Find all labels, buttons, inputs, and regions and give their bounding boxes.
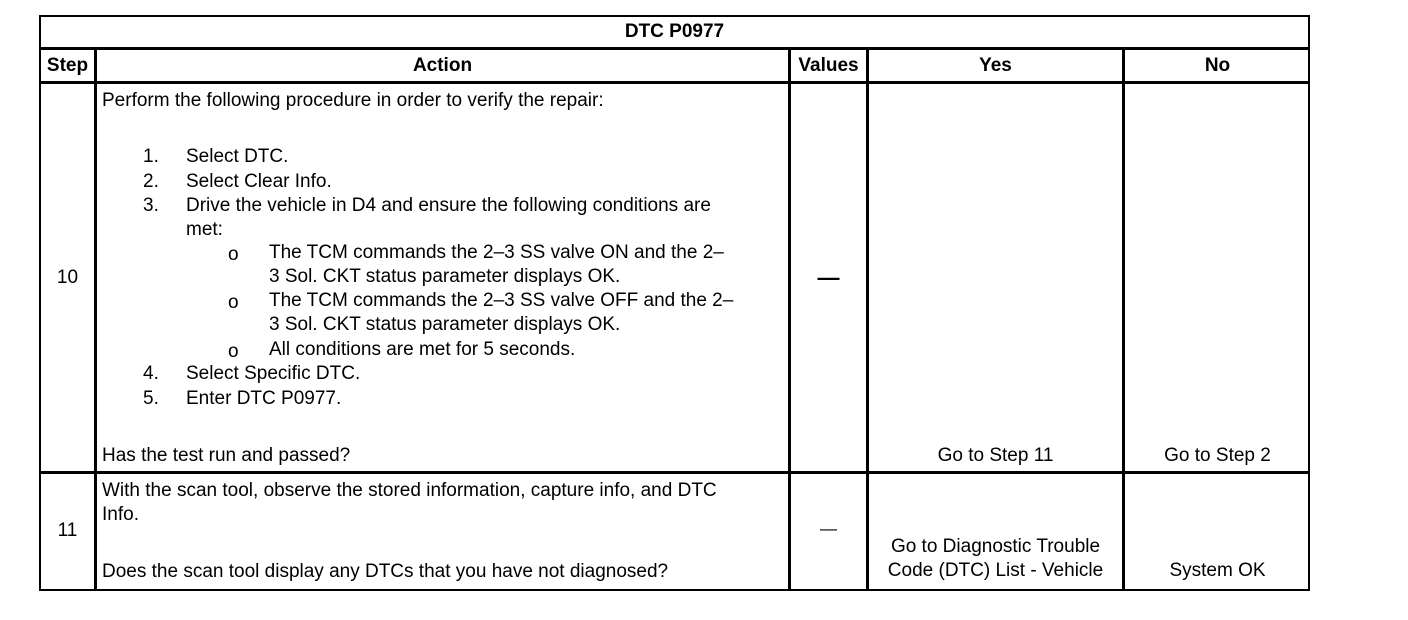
col-divider-values	[866, 47, 869, 591]
list-item-continuation: met:	[186, 219, 223, 240]
list-number: 5.	[143, 388, 159, 409]
action-text-continuation: Info.	[102, 504, 139, 525]
rule-between-rows	[39, 471, 1310, 474]
col-divider-yes	[1122, 47, 1125, 591]
sub-item: All conditions are met for 5 seconds.	[269, 339, 576, 360]
sub-item-continuation: 3 Sol. CKT status parameter displays OK.	[269, 314, 621, 335]
list-item: Drive the vehicle in D4 and ensure the following conditions are	[186, 195, 711, 216]
action-text: With the scan tool, observe the stored information, capture info, and DTC	[102, 480, 717, 501]
sub-item-continuation: 3 Sol. CKT status parameter displays OK.	[269, 266, 621, 287]
list-number: 2.	[143, 171, 159, 192]
list-item: Select Specific DTC.	[186, 363, 361, 384]
sub-item: The TCM commands the 2–3 SS valve ON and the 2–	[269, 242, 724, 263]
step-number: 10	[56, 267, 79, 288]
list-number: 1.	[143, 146, 159, 167]
sub-bullet: o	[228, 244, 239, 265]
list-item: Select Clear Info.	[186, 171, 332, 192]
list-number: 4.	[143, 363, 159, 384]
rule-below-headers	[39, 81, 1310, 84]
step-number: 11	[57, 520, 78, 541]
col-divider-action	[788, 47, 791, 591]
yes-result: Go to Step 11	[937, 445, 1054, 466]
sub-bullet: o	[228, 341, 239, 362]
list-number: 3.	[143, 195, 159, 216]
rule-below-title	[39, 47, 1310, 50]
header-action: Action	[412, 55, 473, 76]
list-item: Enter DTC P0977.	[186, 388, 342, 409]
yes-result: Go to Diagnostic Trouble	[890, 536, 1101, 557]
table-title: DTC P0977	[624, 21, 725, 42]
action-question: Does the scan tool display any DTCs that you have not diagnosed?	[102, 561, 669, 582]
yes-result-continuation: Code (DTC) List - Vehicle	[887, 560, 1104, 581]
action-intro: Perform the following procedure in order to verify the repair:	[102, 90, 604, 111]
header-yes: Yes	[979, 55, 1012, 76]
col-divider-step	[94, 47, 97, 591]
action-question: Has the test run and passed?	[102, 445, 351, 466]
header-no: No	[1204, 55, 1231, 76]
no-result: Go to Step 2	[1164, 445, 1271, 466]
sub-bullet: o	[228, 292, 239, 313]
header-step: Step	[46, 55, 89, 76]
values-dash: —	[820, 519, 837, 538]
header-values: Values	[798, 55, 859, 76]
sub-item: The TCM commands the 2–3 SS valve OFF and the 2–	[269, 290, 734, 311]
list-item: Select DTC.	[186, 146, 289, 167]
no-result: System OK	[1169, 560, 1266, 581]
values-dash: —	[817, 265, 840, 290]
